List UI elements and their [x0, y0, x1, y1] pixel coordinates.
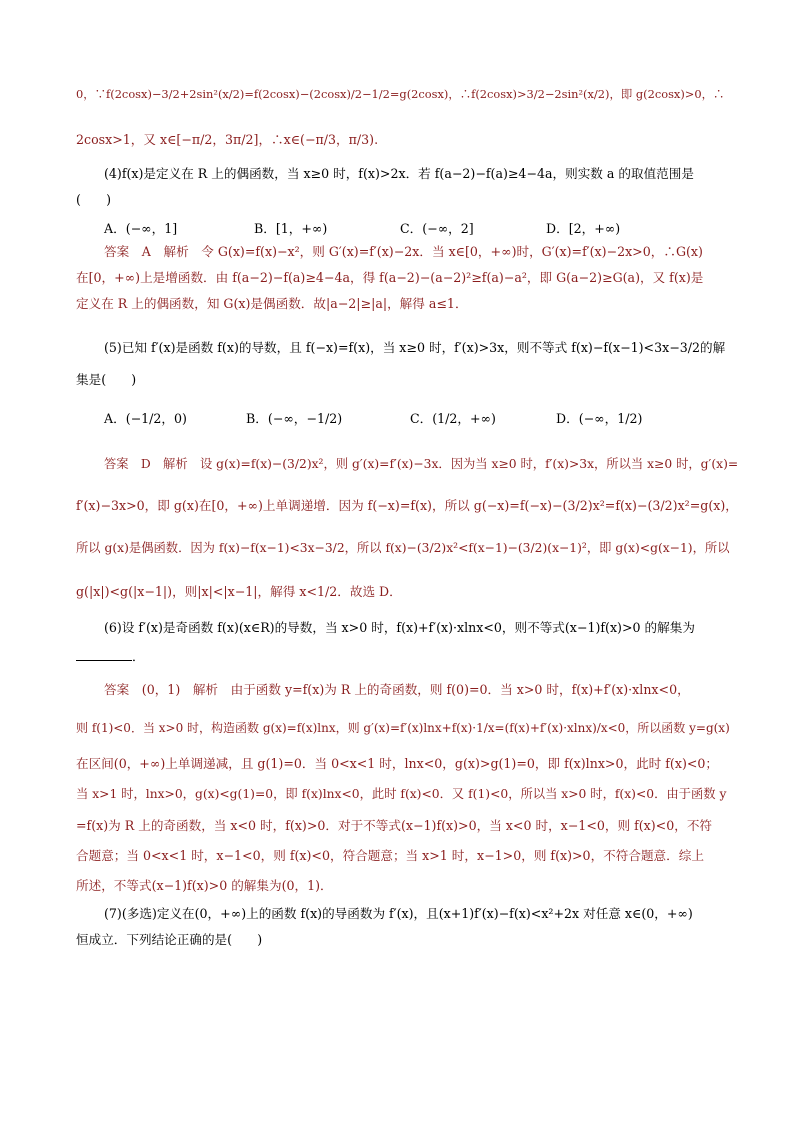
solution-line: 当 x>1 时，lnx>0，g(x)<g(1)=0，即 f(x)lnx<0，此时 f(x)<0．又 f(1)<0，所以当 x>0 时，f(x)<0．由于函数 y — [76, 787, 727, 801]
solution-line: 则 f(1)<0．当 x>0 时，构造函数 g(x)=f(x)lnx，则 g′(x)=f′(x)lnx+f(x)·1/x=(f(x)+f′(x)·xlnx)/x<0，所以函数 y=g(x) — [76, 721, 730, 735]
solution-line: 所以 g(x)是偶函数．因为 f(x)−f(x−1)<3x−3/2，所以 f(x)−(3/2)x²<f(x−1)−(3/2)(x−1)²，即 g(x)<g(x−1)，所以 — [76, 541, 730, 555]
solution-line: 答案 A 解析 令 G(x)=f(x)−x²，则 G′(x)=f′(x)−2x．当 x∈[0，+∞)时，G′(x)=f′(x)−2x>0，∴G(x) — [104, 244, 703, 259]
solution-line: 在区间(0，+∞)上单调递减，且 g(1)=0．当 0<x<1 时，lnx<0，g(x)>g(1)=0，即 f(x)lnx>0，此时 f(x)<0； — [76, 756, 719, 771]
question-4: (4)f(x)是定义在 R 上的偶函数，当 x≥0 时，f(x)>2x．若 f(a−2)−f(a)≥4−4a，则实数 a 的取值范围是 — [104, 166, 694, 181]
option-c: C．(−∞，2] — [400, 221, 474, 236]
question-5-options — [104, 408, 724, 428]
solution-line: 定义在 R 上的偶函数，知 G(x)是偶函数．故|a−2|≥|a|，解得 a≤1． — [76, 296, 468, 311]
solution-line: 所述，不等式(x−1)f(x)>0 的解集为(0，1)． — [76, 878, 333, 893]
question-5: (5)已知 f′(x)是函数 f(x)的导数，且 f(−x)=f(x)，当 x≥0 时，f′(x)>3x，则不等式 f(x)−f(x−1)<3x−3/2的解 — [104, 340, 726, 355]
solution-line: 0，∵f(2cosx)−3/2+2sin²(x/2)=f(2cosx)−(2cosx)/2−1/2=g(2cosx)，∴f(2cosx)>3/2−2sin²(x/2)，即 g(2cosx)>0，∴ — [76, 87, 725, 101]
solution-line: g(|x|)<g(|x−1|)，则|x|<|x−1|，解得 x<1/2．故选 D． — [76, 584, 402, 599]
question-5-cont: 集是( ) — [76, 372, 137, 387]
solution-line: f′(x)−3x>0，即 g(x)在[0，+∞)上单调递增．因为 f(−x)=f(x)，所以 g(−x)=f(−x)−(3/2)x²=f(x)−(3/2)x²=g(x)， — [76, 498, 738, 513]
solution-line: 合题意；当 0<x<1 时，x−1<0，则 f(x)<0，符合题意；当 x>1 时，x−1>0，则 f(x)>0，不符合题意．综上 — [76, 848, 704, 863]
solution-line: 2cosx>1，又 x∈[−π/2，3π/2]，∴x∈(−π/3，π/3). — [76, 132, 379, 147]
option-a: A．(−1/2，0) — [104, 411, 187, 426]
answer-blank — [76, 648, 132, 661]
question-4-bracket: ( ) — [76, 192, 112, 207]
question-6-blank: ． — [76, 648, 145, 665]
solution-line: 答案 D 解析 设 g(x)=f(x)−(3/2)x²，则 g′(x)=f′(x)−3x．因为当 x≥0 时，f′(x)>3x，所以当 x≥0 时，g′(x)= — [104, 457, 739, 471]
option-b: B．(−∞，−1/2) — [246, 411, 343, 426]
solution-line: =f(x)为 R 上的奇函数，当 x<0 时，f(x)>0．对于不等式(x−1)f(x)>0，当 x<0 时，x−1<0，则 f(x)<0，不符 — [76, 818, 713, 833]
option-d: D．(−∞，1/2) — [556, 411, 643, 426]
question-6: (6)设 f′(x)是奇函数 f(x)(x∈R)的导数，当 x>0 时，f(x)+f′(x)·xlnx<0，则不等式(x−1)f(x)>0 的解集为 — [104, 620, 695, 635]
option-b: B．[1，+∞) — [254, 221, 328, 236]
question-7: (7)(多选)定义在(0，+∞)上的函数 f(x)的导函数为 f′(x)，且(x+1)f′(x)−f(x)<x²+2x 对任意 x∈(0，+∞) — [104, 906, 693, 921]
solution-line: 答案 (0，1) 解析 由于函数 y=f(x)为 R 上的奇函数，则 f(0)=0．当 x>0 时，f(x)+f′(x)·xlnx<0， — [104, 682, 690, 697]
question-4-options — [104, 218, 724, 238]
question-7-cont: 恒成立．下列结论正确的是( ) — [76, 932, 263, 947]
solution-line: 在[0，+∞)上是增函数．由 f(a−2)−f(a)≥4−4a，得 f(a−2)−(a−2)²≥f(a)−a²，即 G(a−2)≥G(a)，又 f(x)是 — [76, 270, 704, 285]
option-c: C．(1/2，+∞) — [410, 411, 496, 426]
option-a: A．(−∞，1] — [104, 221, 178, 236]
option-d: D．[2，+∞) — [546, 221, 621, 236]
